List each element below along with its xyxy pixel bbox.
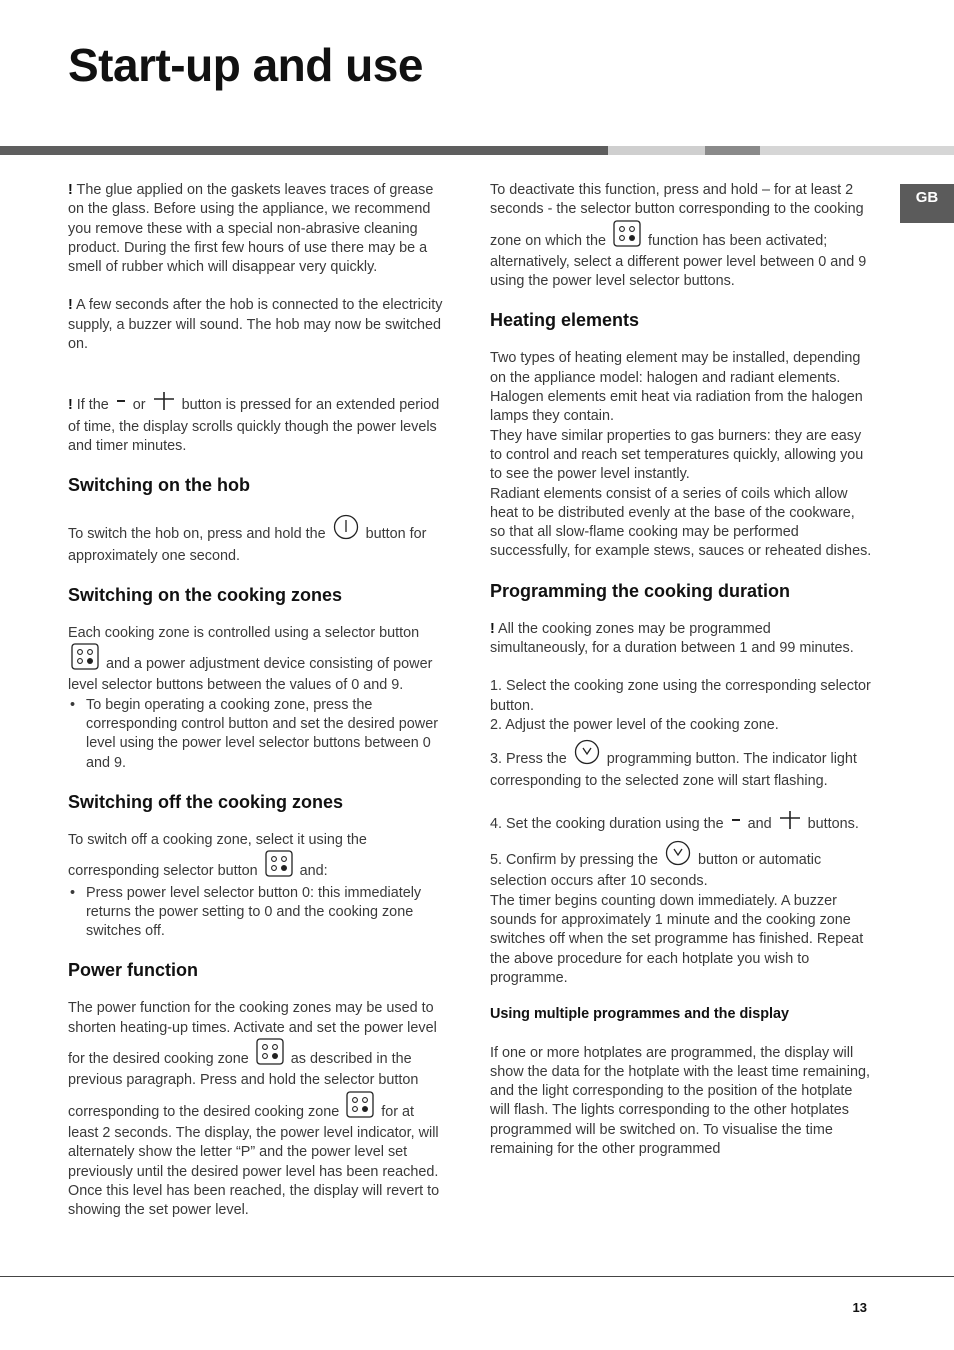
heating-text-2: Halogen elements emit heat via radiation from the halogen lamps they contain. [490, 389, 863, 425]
page-title: Start-up and use [68, 39, 423, 91]
list-item: • To begin operating a cooking zone, press the corresponding control button and set the desired power level using the power level selector buttons between 0 and 9. [68, 696, 446, 773]
step-4: 4. Set the cooking duration using the and buttons. [490, 810, 872, 836]
power-function-text: The power function for the cooking zones may be used to shorten heating-up times. Activate and set the power level for the desired cooking zone as described in the previous paragraph. Press and hold the selector button corresponding to the desired cooking zone for at least 2 seconds. The display, the power level indicator, will alternately show the letter “P” and the power level set previously until the desired power level has been reached. Once this level has been reached, the display will revert to showing the set power level. [68, 1000, 440, 1219]
step-3: 3. Press the programming button. The indicator light corresponding to the selected zone will start flashing. [490, 739, 872, 791]
zone-selector-icon [613, 220, 641, 253]
list-item: • Press power level selector button 0: this immediately returns the power setting to 0 and the cooking zone switches off. [68, 884, 446, 942]
warning-scroll: ! If the or button is pressed for an extended period of time, the display scrolls quickly though the power levels and timer minutes. [68, 391, 446, 456]
power-icon [333, 514, 359, 546]
warning-mark: ! [68, 297, 73, 314]
footer-rule [0, 1276, 954, 1277]
programming-note: ! All the cooking zones may be programmed simultaneously, for a duration between 1 and 99 minutes. [490, 620, 854, 657]
step-2: 2. Adjust the power level of the cooking zone. [490, 716, 779, 733]
plus-icon [779, 810, 801, 836]
step-1: 1. Select the cooking zone using the corresponding selector button. [490, 678, 871, 714]
plus-icon [153, 391, 175, 417]
step-5: 5. Confirm by pressing the button or automatic selection occurs after 10 seconds. [490, 840, 872, 892]
heating-text-4: Radiant elements consist of a series of coils which allow heat to be distributed evenly at the base of the cookware, so that all slow-flame cooking may be performed successfully, for example stews, sauces or reheated dishes. [490, 485, 872, 560]
heading-programming: Programming the cooking duration [490, 580, 791, 601]
zone-selector-icon [256, 1038, 284, 1071]
deactivate-text: To deactivate this function, press and hold – for at least 2 seconds - the selector button corresponding to the cooking zone on which the function has been activated; alternatively, select a different power level between 0 and 9 using the power level selector buttons. [490, 182, 867, 290]
timer-text: The timer begins counting down immediately. A buzzer sounds for approximately 1 minute and the cooking zone switches off when the set programme has finished. Repeat the above procedure for each hotplate you wish to programme. [490, 892, 864, 986]
minus-icon [116, 397, 126, 417]
heading-heating-elements: Heating elements [490, 310, 640, 331]
zone-selector-icon [346, 1091, 374, 1124]
switch-hob-text: To switch the hob on, press and hold the button for approximately one second. [68, 514, 446, 566]
page-number: 13 [852, 1300, 867, 1315]
warning-mark: ! [490, 620, 495, 637]
timer-icon [665, 840, 691, 872]
warning-mark: ! [68, 397, 73, 414]
heading-zones-off: Switching off the cooking zones [68, 791, 344, 812]
zone-selector-icon [71, 643, 99, 676]
heating-text-3: They have similar properties to gas burners: they are easy to control and reach set temperatures quickly, allowing you to see the power level instantly. [490, 427, 864, 483]
zones-off-text: To switch off a cooking zone, select it using the corresponding selector button and: [68, 831, 446, 884]
minus-icon [731, 816, 741, 836]
timer-icon [574, 739, 600, 771]
header-rule [0, 146, 954, 155]
left-column [68, 181, 446, 1220]
warning-buzzer: ! A few seconds after the hob is connected to the electricity supply, a buzzer will sound. The hob may now be switched on. [68, 297, 443, 353]
heading-zones-on: Switching on the cooking zones [68, 584, 343, 605]
warning-gaskets: ! The glue applied on the gaskets leaves traces of grease on the glass. Before using the appliance, we recommend you remove these with a special non-abrasive cleaning product. During the first few hours of use there may be a smell of rubber which will disappear very quickly. [68, 182, 434, 276]
heating-text-1: Two types of heating element may be installed, depending on the appliance model: halogen and radiant elements. [490, 350, 861, 386]
heading-power-function: Power function [68, 960, 198, 981]
zones-on-text: Each cooking zone is controlled using a selector button and a power adjustment device consisting of power level selector buttons between the values of 0 and 9. [68, 624, 433, 694]
heading-switch-hob: Switching on the hob [68, 475, 250, 496]
right-column [490, 181, 872, 1159]
warning-mark: ! [68, 182, 73, 198]
zone-selector-icon [265, 850, 293, 883]
heading-multiple-programmes: Using multiple programmes and the display [490, 1006, 790, 1023]
language-tab: GB [900, 184, 954, 223]
multiple-programmes-text: If one or more hotplates are programmed, the display will show the data for the hotplate with the least time remaining, and the light corresponding to the position of the hotplate will flash. The lights corresponding to the other hotplates programmed will be switched on. To visualise the time remaining for the other programmed [490, 1044, 870, 1157]
